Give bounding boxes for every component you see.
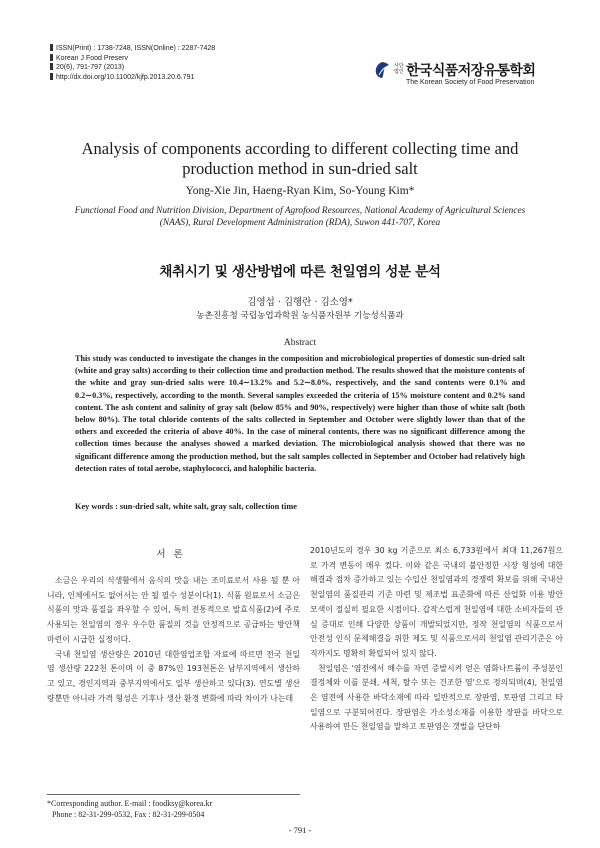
bullet-icon: [50, 44, 53, 51]
keywords: Key words : sun-dried salt, white salt, gray salt, collection time: [75, 502, 297, 511]
article-title: Analysis of components according to different collecting time and production method in sun-dried salt: [81, 139, 519, 178]
bullet-icon: [50, 54, 53, 61]
left-column: [47, 574, 300, 706]
footnote-email: *Corresponding author. E-mail : foodksy@korea.kr: [47, 799, 213, 808]
paragraph: 천일염은 '염전에서 해수를 자연 증발시켜 얻은 염화나트륨이 주성분인 결정체와 이를 분쇄, 세척, 탈수 또는 건조한 염'으로 정의되며(4), 천일염은 염전에 사용한 바닥소재에 따라 일반적으로 장판염, 토판염 그리고 타일염으로 구분되어진다. 장판염은 가소성소재를 이용한 장판을 바닥으로 사용하여 만든 천일염을 말하고 토판염은 갯벌을 단단하: [310, 663, 563, 732]
society-logo: [373, 58, 553, 94]
paragraph: 2010년도의 경우 30 kg 기준으로 최소 6,733원에서 최대 11,267원으로 가격 변동이 매우 컸다. 이와 같은 국내의 불안정한 시장 형성에 대한 해결과 점차 증가하고 있는 수입산 천일염과의 경쟁력 확보를 위해 국내산 천일염의 품질관리 기준 마련 및 제조법 표준화에 따른 산업화 이용 방안 모색이 절실히 필요한 시점이다. 갑작스럽게 천일염에 대한 소비자들의 관심 증대로 인해 다양한 상품이 개발되었지만, 정작 천일염의 식품으로서 안전성 인식 문제해결을 위한 제도 및 식품으로서의 천일염 관리기준은 아직까지도 명확히 확립되어 있지 않다.: [310, 546, 563, 658]
section-heading-introduction: 서론: [156, 549, 191, 560]
society-name-ko: 한국식품저장유통학회: [406, 63, 536, 79]
abstract-text: This study was conducted to investigate the changes in the composition and microbiological properties of domestic sun-dried salt (white and gray salts) according to their collection time and production method. The results showed that the moisture contents of the white and gray sun-dried salts were 10.4∼13.2% and 5.2∼8.0%, respectively, and the sand contents were 0.1% and 0.2∼0.3%, respectively, according to the month. Several samples exceeded the criteria of 15% moisture content and 0.2% sand content. The ash content and salinity of gray salt (below 85% and 90%, respectively) were higher than those of white salt (both below 80%). The total chloride contents of the salts collected in September and October were slightly lower than that of the others and exceeded the criteria of above 40%. In the case of mineral contents, there was no significant difference among the collection times because the analyses showed a marked deviation. The microbiological analysis showed that there was no significant difference among the production method, but the salt samples collected in September and October had relatively high detection rates of total aerobe, staphylococci, and halophilic bacteria.: [75, 354, 525, 473]
society-emblem-icon: [373, 61, 391, 79]
korean-title: 채취시기 및 생산방법에 따른 천일염의 성분 분석: [159, 264, 441, 280]
author-list: Yong-Xie Jin, Haeng-Ryan Kim, So-Young Kim*: [185, 185, 415, 197]
corresponding-footnote: [47, 794, 300, 820]
paragraph: 소금은 우리의 식생활에서 음식의 맛을 내는 조미료로서 사용 될 뿐 아니라, 인체에서도 없어서는 안 될 필수 성분이다(1). 식품 원료로서 소금은 식품의 맛과 품질을 좌우할 수 있어, 특히 전통적으로 발효식품(2)에 주로 사용되는 천일염의 경우 우수한 품질의 것을 안정적으로 공급하는 방안책 마련이 시급한 실정이다.: [47, 576, 300, 644]
bullet-icon: [50, 63, 53, 70]
journal-name-line: Korean J Food Preserv: [50, 54, 215, 64]
society-type-label: 사단법인: [394, 63, 404, 75]
issn-line: ISSN(Print) : 1738-7248, ISSN(Online) : 2287-7428: [50, 44, 215, 54]
korean-author-list: 김영섭 · 김행란 · 김소영*: [247, 297, 353, 308]
society-name-en: The Korean Society of Food Preservation: [406, 79, 535, 86]
abstract-heading: Abstract: [283, 338, 317, 348]
right-column: [310, 544, 563, 735]
volume-line: 20(6), 791-797 (2013): [50, 63, 215, 73]
journal-meta: [50, 44, 215, 82]
bullet-icon: [50, 73, 53, 80]
affiliation: Functional Food and Nutrition Division, Department of Agrofood Resources, National Academy of Agricultural Sciences (NAAS), Rural Development Administration (RDA), Suwon 441-707, Korea: [74, 206, 526, 228]
footnote-phone: Phone : 82-31-299-0532, Fax : 82-31-299-0504: [52, 810, 205, 819]
korean-affiliation: 농촌진흥청 국립농업과학원 농식품자원부 기능성식품과: [196, 311, 404, 321]
doi-link[interactable]: http://dx.doi.org/10.11002/kjfp.2013.20.6.791: [50, 73, 215, 83]
page-number: - 791 -: [288, 825, 312, 835]
paragraph: 국내 천일염 생산량은 2010년 대한염업조합 자료에 따르면 전국 천일염 생산량 222천 톤이며 이 중 87%인 193천톤은 남부지역에서 생산하고 있고, 경인지역과 중부지역에서도 일부 생산하고 있다(3). 연도별 생산량뿐만 아니라 가격 형성은 기후나 생산 환경 변화에 따라 차이가 나는데: [47, 649, 300, 703]
